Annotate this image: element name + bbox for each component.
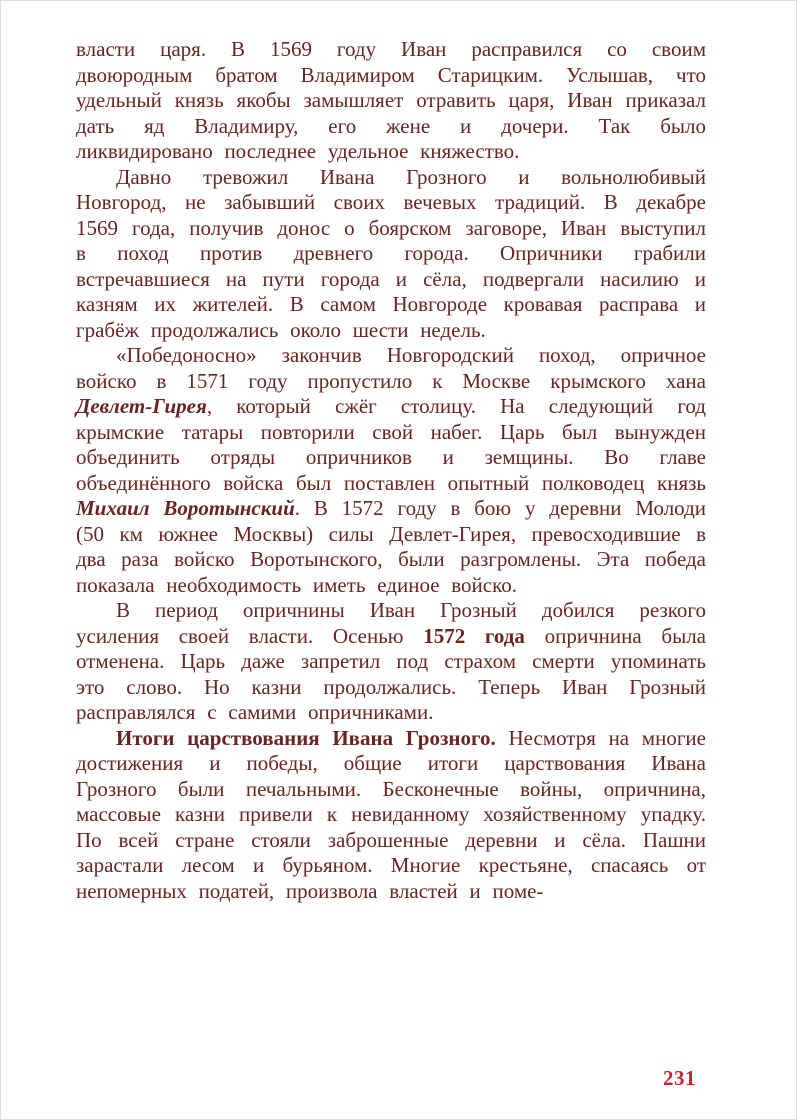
text-segment: 1572 года bbox=[423, 623, 525, 648]
text-block bbox=[76, 37, 706, 904]
paragraph bbox=[76, 598, 706, 726]
text-segment: . В 1572 году в бою у деревни Молоди (50 км южнее Москвы) силы Девлет-Гирея, превосходившие в два раза войско Воротынского, были разгромлены. Эта победа показала необходимость иметь единое войско. bbox=[76, 496, 706, 597]
text-segment: , который сжёг столицу. На следующий год крымские татары повторили свой набег. Царь был вынужден объединить отряды опричников и земщины. Во главе объединённого войска был поставлен опытный полководец князь bbox=[76, 394, 706, 495]
paragraph bbox=[76, 343, 706, 598]
paragraph bbox=[76, 37, 706, 165]
text-segment: опричнина была отменена. Царь даже запретил под страхом смерти упоминать это слово. Но казни продолжались. Теперь Иван Грозный расправлялся с самими опричниками. bbox=[76, 623, 707, 724]
text-segment: власти царя. В 1569 году Иван расправился со своим двоюродным братом Владимиром Старицким. Услышав, что удельный князь якобы замышляет отравить царя, Иван приказал дать яд Владимиру, его жене и дочери. Так было ликвидировано последнее удельное княжество. bbox=[76, 37, 706, 163]
text-segment: Несмотря на многие достижения и победы, общие итоги царствования Ивана Грозного были печальными. Бесконечные войны, опричнина, массовые казни привели к невиданному хозяйственному упадку. По всей стране стояли заброшенные деревни и сёла. Пашни зарастали лесом и бурьяном. Многие крестьяне, спасаясь от непомерных податей, произвола властей и поме- bbox=[76, 725, 706, 903]
page-number: 231 bbox=[663, 1066, 696, 1090]
text-segment: Девлет-Гирея bbox=[76, 394, 207, 418]
paragraph bbox=[76, 726, 706, 905]
paragraph bbox=[76, 165, 706, 344]
text-segment: Михаил Воротынский bbox=[76, 496, 295, 520]
text-segment: В период опричнины Иван Грозный добился резкого усиления своей власти. Осенью bbox=[76, 598, 706, 648]
text-segment: Итоги царствования Ивана Грозного. bbox=[116, 725, 509, 750]
text-segment: Давно тревожил Ивана Грозного и вольнолюбивый Новгород, не забывший своих вечевых традиций. В декабре 1569 года, получив донос о боярском заговоре, Иван выступил в поход против древнего города. Опричники грабили встречавшиеся на пути города и сёла, подвергали насилию и казням их жителей. В самом Новгороде кровавая расправа и грабёж продолжались около шести недель. bbox=[76, 164, 706, 342]
text-segment: «Победоносно» закончив Новгородский поход, опричное войско в 1571 году пропустило к Москве крымского хана bbox=[76, 343, 706, 393]
